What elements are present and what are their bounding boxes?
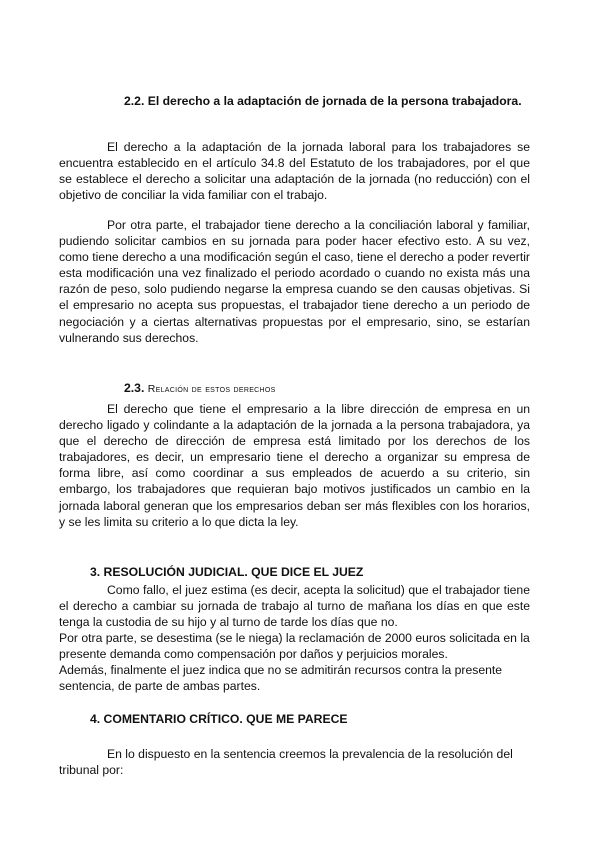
section-2-3-heading bbox=[124, 381, 276, 395]
section-2-3-paragraph-1: El derecho que tiene el empresario a la libre dirección de empresa en un derecho ligado y colindante a la adaptación de la jornada a la persona trabajadora, ya que el derecho de dirección de empresa está limitado por los derechos de los trabajadores, es decir, un empresario tiene el derecho a organizar su empresa de forma libre, así como coordinar a sus empleados de acuerdo a su criterio, sin embargo, los trabajadores que requieran bajo motivos justificados un cambio en la jornada laboral generan que los empresarios deban ser más flexibles con los horarios, y se les limita su criterio a lo que dicta la ley. bbox=[59, 402, 530, 529]
section-4-heading: 4. COMENTARIO CRÍTICO. QUE ME PARECE bbox=[90, 712, 348, 726]
section-3-paragraph-3: Además, finalmente el juez indica que no se admitirán recursos contra la presente sentencia, de parte de ambas partes. bbox=[59, 663, 503, 694]
section-3-paragraph-2: Por otra parte, se desestima (se le niega) la reclamación de 2000 euros solicitada en la presente demanda como compensación por daños y perjuicios morales. bbox=[59, 631, 530, 662]
section-2-2-paragraph-2: Por otra parte, el trabajador tiene derecho a la conciliación laboral y familiar, pudiendo solicitar cambios en su jornada para poder hacer efectivo esto. A su vez, como tiene derecho a una modificación según el caso, tiene el derecho a poder revertir esta modificación una vez finalizado el periodo acordado o cuando no exista más una razón de peso, solo pudiendo negarse la empresa cuando se den causas objetivas. Si el empresario no acepta sus propuestas, el trabajador tiene derecho a un periodo de negociación y a ciertas alternativas propuestas por el empresario, sino, se estarían vulnerando sus derechos. bbox=[59, 218, 530, 345]
section-3-heading: 3. RESOLUCIÓN JUDICIAL. QUE DICE EL JUEZ bbox=[90, 565, 364, 579]
section-2-2-paragraph-1: El derecho a la adaptación de la jornada laboral para los trabajadores se encuentra establecido en el artículo 34.8 del Estatuto de los trabajadores, por el que se establece el derecho a solicitar una adaptación de la jornada (no reducción) con el objetivo de conciliar la vida familiar con el trabajo. bbox=[59, 140, 530, 203]
section-4-paragraph-1: En lo dispuesto en la sentencia creemos la prevalencia de la resolución del tribunal por: bbox=[59, 747, 513, 778]
section-2-3-title: Relación de estos derechos bbox=[147, 383, 276, 395]
section-3-paragraph-1: Como fallo, el juez estima (es decir, acepta la solicitud) que el trabajador tiene el derecho a cambiar su jornada de trabajo al turno de mañana los días en que este tenga la custodia de su hijo y al turno de tarde los días que no. bbox=[59, 583, 530, 630]
section-2-2-heading: 2.2. El derecho a la adaptación de jornada de la persona trabajadora. bbox=[124, 94, 522, 108]
section-2-3-number: 2.3. bbox=[124, 381, 145, 395]
